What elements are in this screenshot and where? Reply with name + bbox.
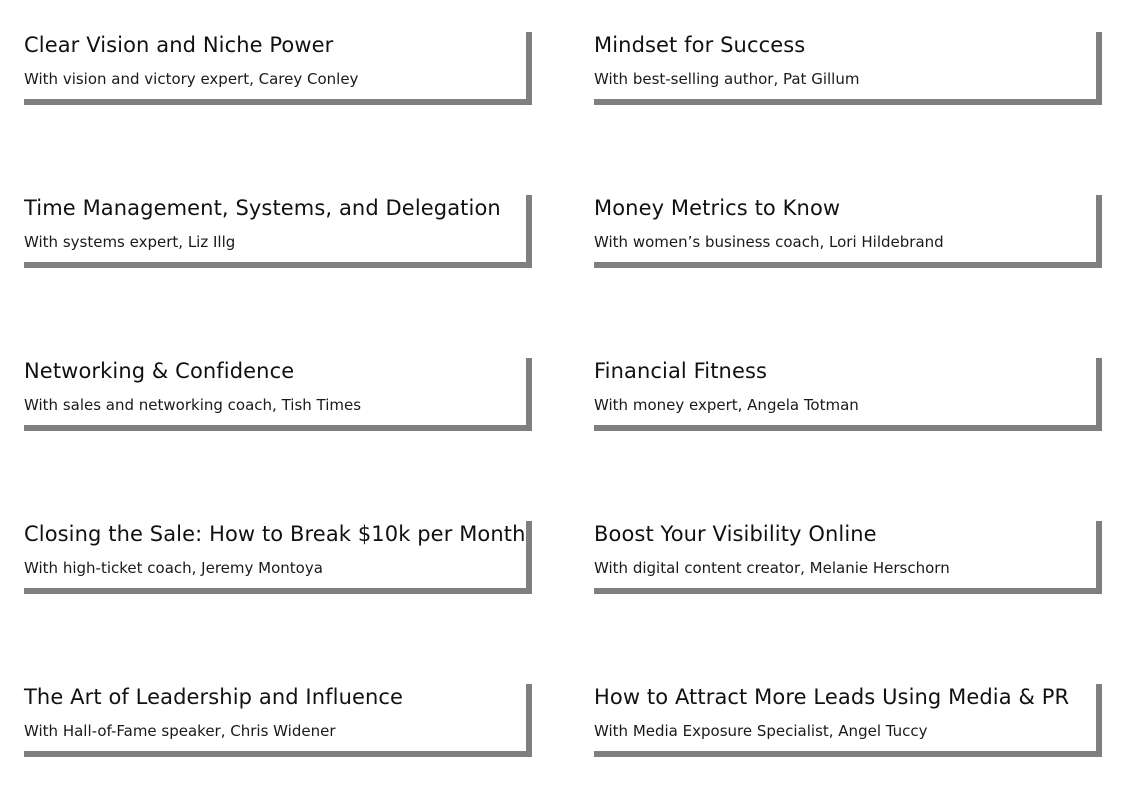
session-card[interactable]	[594, 195, 1102, 268]
session-card[interactable]	[594, 521, 1102, 594]
session-speaker: With Hall-of-Fame speaker, Chris Widener	[24, 722, 336, 740]
session-title[interactable]: Networking & Confidence	[24, 359, 295, 383]
session-card[interactable]	[24, 358, 532, 431]
session-speaker: With high-ticket coach, Jeremy Montoya	[24, 559, 323, 577]
session-title[interactable]: Clear Vision and Niche Power	[24, 33, 334, 57]
session-card[interactable]	[594, 32, 1102, 105]
session-title[interactable]: Boost Your Visibility Online	[594, 522, 877, 546]
session-card[interactable]	[24, 521, 532, 594]
session-speaker: With sales and networking coach, Tish Times	[24, 396, 362, 414]
session-card[interactable]	[24, 32, 532, 105]
session-card[interactable]	[594, 358, 1102, 431]
session-speaker: With money expert, Angela Totman	[594, 396, 859, 414]
session-title[interactable]: Closing the Sale: How to Break $10k per Month	[24, 522, 526, 546]
session-title[interactable]: How to Attract More Leads Using Media & PR	[594, 685, 1070, 709]
session-speaker: With Media Exposure Specialist, Angel Tuccy	[594, 722, 928, 740]
session-title[interactable]: Money Metrics to Know	[594, 196, 841, 220]
session-title[interactable]: Time Management, Systems, and Delegation	[24, 196, 501, 220]
session-speaker: With digital content creator, Melanie Herschorn	[594, 559, 950, 577]
session-title[interactable]: The Art of Leadership and Influence	[24, 685, 404, 709]
session-speaker: With vision and victory expert, Carey Conley	[24, 70, 359, 88]
session-speaker: With best-selling author, Pat Gillum	[594, 70, 860, 88]
session-card[interactable]	[594, 684, 1102, 757]
session-card[interactable]	[24, 684, 532, 757]
session-speaker: With women’s business coach, Lori Hildebrand	[594, 233, 944, 251]
session-speaker: With systems expert, Liz Illg	[24, 233, 236, 251]
session-title[interactable]: Financial Fitness	[594, 359, 768, 383]
session-grid	[24, 32, 1112, 757]
session-card[interactable]	[24, 195, 532, 268]
session-title[interactable]: Mindset for Success	[594, 33, 806, 57]
